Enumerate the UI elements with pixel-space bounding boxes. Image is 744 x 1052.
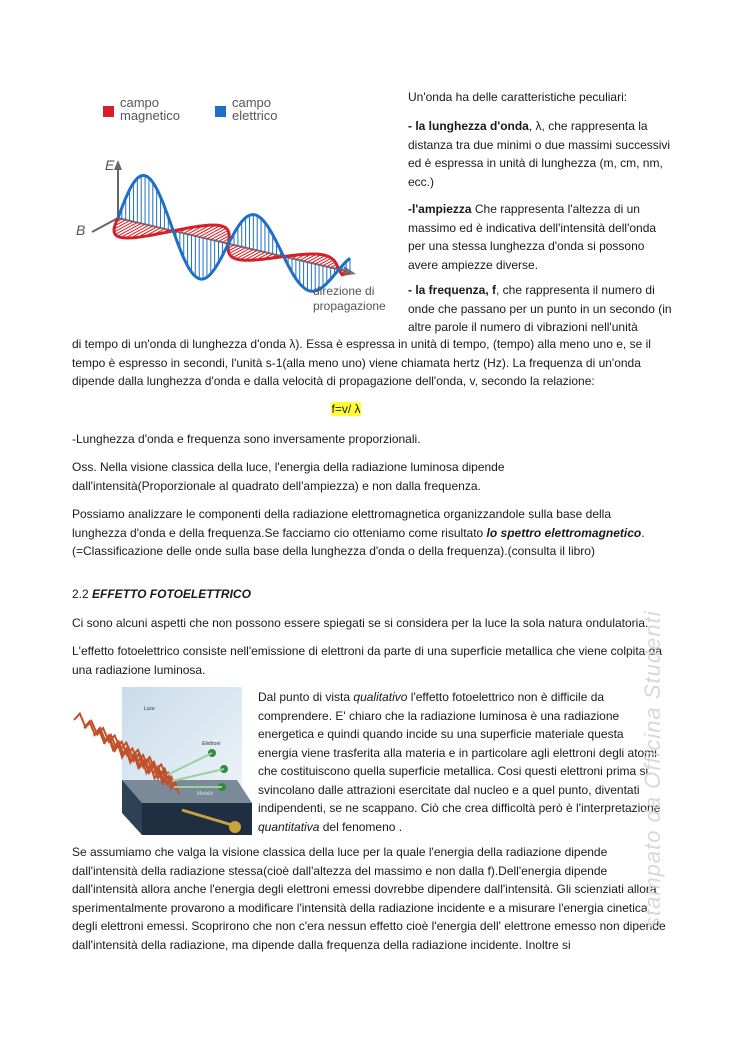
legend-magnetic-line2: magnetico (120, 108, 180, 123)
watermark: stampato da Officina Studenti (640, 610, 665, 928)
section-title: EFFETTO FOTOELETTRICO (92, 587, 251, 601)
wavelength-term: - la lunghezza d'onda (408, 119, 529, 133)
qual-text-c: del fenomeno . (319, 819, 403, 834)
formula-text: f=v/ λ (331, 402, 361, 416)
propagation-arrow (342, 266, 356, 276)
magnetic-field-line (115, 223, 137, 235)
direction-label-line2: propagazione (313, 299, 386, 313)
spectrum-paragraph (72, 505, 652, 561)
frequency-continuation: di tempo di un'onda di lunghezza d'onda λ). Essa è espressa in unità di tempo, (tempo) alla meno uno e, se il tempo è espresso in secondi, l'unità s-1(alla meno uno) viene chiamata hertz (Hz). La frequenza di un'onda dipende dalla lunghezza d'onda e dalla velocità di propagazione dell'onda, v, secondo la relazione: (72, 337, 651, 388)
e-axis-label: E (105, 157, 115, 173)
spectrum-text-a: Possiamo analizzare le componenti della radiazione elettromagnetica organizzandole sulla base della lunghezza d'onda e della frequenza.Se facciamo cio otteniamo come risultato (72, 507, 611, 540)
qual-term: qualitativo (353, 690, 408, 704)
magnetic-field-line (203, 227, 224, 238)
legend-electric-swatch (215, 106, 226, 117)
frequency-definition (408, 281, 676, 337)
intro-line: Un'onda ha delle caratteristiche peculiari: (408, 90, 628, 104)
formula (0, 401, 692, 417)
qualitative-paragraph (258, 688, 663, 836)
legend-electric-line1: campo (232, 95, 272, 110)
section-heading (72, 585, 676, 604)
wavelength-text: , λ, che rappresenta la distanza tra due minimi o due massimi successivi ed è espressa in unità di lunghezza (m, cm, nm, ecc.) (408, 119, 671, 189)
amplitude-term: -l'ampiezza (408, 202, 472, 216)
quant-term: quantitativa (258, 819, 320, 834)
direction-label-line1: direzione di (313, 284, 375, 298)
definition-paragraph: L'effetto fotoelettrico consiste nell'emissione di elettroni da parte di una superficie metallica che viene colpita da una radiazione luminosa. (72, 644, 663, 677)
legend-electric-line2: elettrico (232, 108, 278, 123)
oss-paragraph: Oss. Nella visione classica della luce, l'energia della radiazione luminosa dipende dall'intensità(Proporzionale al quadrato dell'ampiezza) e non dalla frequenza. (72, 460, 505, 493)
label-electrons: Elettroni (202, 741, 221, 747)
amplitude-text: Che rappresenta l'altezza di un massimo ed è indicativa dell'intensità dell'onda per una stessa lunghezza d'onda si possono avere ampiezze diverse. (408, 202, 657, 272)
inverse-proportional: -Lunghezza d'onda e frequenza sono inversamente proporzionali. (72, 432, 421, 446)
magnetic-field-line (207, 228, 226, 238)
aspects-paragraph: Ci sono alcuni aspetti che non possono essere spiegati se si considera per la luce la sola natura ondulatoria. (72, 616, 649, 630)
magnetic-field-line (228, 246, 237, 251)
qual-text-a: Dal punto di vista (258, 690, 354, 704)
spectrum-term: lo spettro elettromagnetico (486, 525, 642, 540)
magnetic-field-line (229, 247, 242, 254)
label-light: Luce (144, 706, 155, 712)
rod-ball (229, 821, 241, 833)
wavelength-definition (408, 117, 676, 191)
label-metal: Metallo (197, 791, 214, 797)
magnetic-field-line (199, 226, 220, 237)
frequency-text: , che rappresenta il numero di onde che passano per un punto in un secondo (in altre parole il numero di vibrazioni nell'unità (408, 283, 672, 334)
amplitude-definition (408, 200, 676, 274)
magnetic-field-line (323, 260, 334, 266)
wave-field-lines (114, 176, 350, 292)
metal-plate-top (122, 780, 252, 803)
photoelectric-figure (72, 685, 254, 845)
section-number: 2.2 (72, 587, 93, 601)
spectrum-text-b: .(=Classificazione delle onde sulla base della lunghezza d'onda o della frequenza).(consulta il libro) (72, 525, 645, 558)
magnetic-field-line (319, 258, 331, 265)
qual-text-b: l'effetto fotoelettrico non è difficile da comprendere. E' chiaro che la radiazione luminosa è una radiazione energetica e quindi quando incide su una superficie materiale questa energia viene trasferita alla materia e in particolare agli elettroni degli atomi che costituiscono quella superficie metallica. Cosi questi elettroni prima si svincolano dalle attrazioni esercitate dal nucleo e a quel punto, diventati indipendenti, se ne scappano. Ciò che crea difficoltà però è l'interpretazione (258, 690, 661, 815)
e-axis-arrow (114, 160, 122, 170)
em-wave-figure (70, 90, 395, 325)
b-axis-label: B (76, 222, 86, 238)
legend-magnetic-line1: campo (120, 95, 160, 110)
final-paragraph: Se assumiamo che valga la visione classica della luce per la quale l'energia della radiazione dipende dall'intensità della radiazione stessa(cioè dall'altezza del massimo e non dalla f).Dell'energia dipende dall'intensità allora anche l'energia degli elettroni emessi dovrebbe dipendere dall'intensità. Gli scienziati allora sperimentalmente provarono a modificare l'intensità della radiazione incidente e a misurare l'energia cinetica degli elettroni emessi. Scoprirono che non c'era nessun effetto cioè l'energia dell' elettrone emesso non dipende dall'intensità della radiazione, ma dipende dalla frequenza della radiazione incidente. Inoltre si (72, 845, 666, 952)
frequency-term: - la frequenza, f (408, 283, 497, 297)
legend-magnetic-swatch (103, 106, 114, 117)
